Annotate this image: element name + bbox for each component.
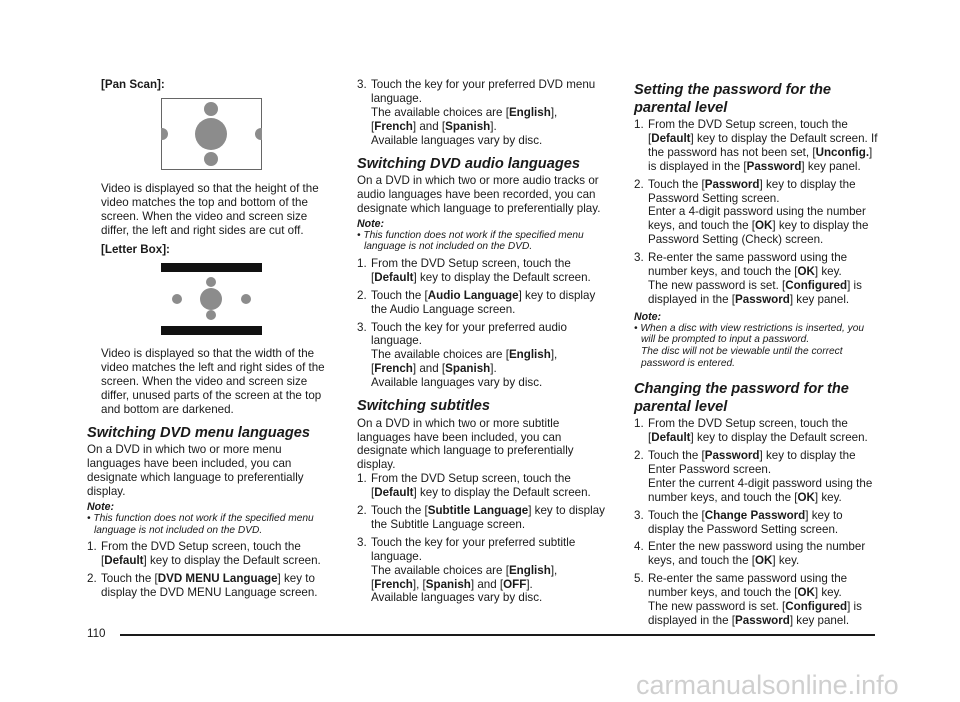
- step-item: 2. Touch the [Password] key to display the Enter Password screen. Enter the current 4-digit password using the number keys, and touch the [OK] key.: [634, 448, 873, 504]
- subtitles-intro: On a DVD in which two or more subtitle languages have been included, you can designate which language to preferentially display.: [357, 416, 574, 472]
- subtitle-steps: [357, 472, 607, 605]
- menu-languages-intro: On a DVD in which two or more menu languages have been included, you can designate which language to preferentially display.: [87, 443, 304, 498]
- step-item: 2. Touch the [Subtitle Language] key to display the Subtitle Language screen.: [357, 504, 605, 531]
- step-item: 3. Touch the key for your preferred subtitle language. The available choices are [English], [French], [Spanish] and [OFF]. Available languages vary by disc.: [357, 535, 576, 605]
- column-1: [87, 78, 330, 604]
- subtitles-heading: Switching subtitles: [357, 398, 490, 415]
- step-item: 2. Touch the [DVD MENU Language] key to display the DVD MENU Language screen.: [87, 571, 318, 599]
- step-item: 2. Touch the [Audio Language] key to display the Audio Language screen.: [357, 288, 596, 316]
- set-password-heading: Setting the password for the parental level: [634, 82, 832, 116]
- pan-scan-diagram: [161, 98, 262, 170]
- letter-box-title: [Letter Box]:: [101, 243, 170, 257]
- step-item: 1. From the DVD Setup screen, touch the [Default] key to display the Default screen. If the password has not been set, [Unconfig.] is displayed in the [Password] key panel.: [634, 118, 878, 173]
- audio-languages-intro: On a DVD in which two or more audio tracks or audio languages have been recorded, you can designate which language to preferentially play.: [357, 174, 601, 215]
- step-item: 5. Re-enter the same password using the number keys, and touch the [OK] key. The new password is set. [Configured] is displayed in the [Password] key panel.: [634, 572, 862, 627]
- audio-languages-heading: Switching DVD audio languages: [357, 155, 580, 172]
- step-item: 1. From the DVD Setup screen, touch the [Default] key to display the Default screen.: [357, 256, 591, 284]
- step-item: 3. Touch the key for your preferred audio language. The available choices are [English], [French] and [Spanish]. Available languages vary by disc.: [357, 320, 567, 390]
- note-item: • When a disc with view restrictions is inserted, you will be prompted to input a password. The disc will not be viewable until the correct password is entered.: [634, 322, 865, 369]
- step-item: 3. Re-enter the same password using the number keys, and touch the [OK] key. The new password is set. [Configured] is displayed in the [Password] key panel.: [634, 251, 862, 306]
- column-2: [357, 78, 607, 609]
- menu-steps-continued: [357, 78, 607, 148]
- change-password-steps: [634, 417, 880, 628]
- menu-steps: [87, 540, 330, 600]
- note-item: • This function does not work if the specified menu language is not included on the DVD.: [357, 229, 584, 253]
- audio-steps: [357, 257, 607, 390]
- note-label: Note:: [87, 500, 115, 513]
- step-item: 3. Touch the [Change Password] key to display the Password Setting screen.: [634, 508, 843, 536]
- footer-divider: [120, 634, 875, 636]
- step-item: 4. Enter the new password using the number keys, and touch the [OK] key.: [634, 540, 866, 568]
- pan-scan-description: Video is displayed so that the height of the video matches the top and bottom of the screen. When the video and screen size differ, the left and right sides are cut off.: [101, 181, 319, 237]
- step-item: 1. From the DVD Setup screen, touch the [Default] key to display the Default screen.: [357, 472, 591, 500]
- watermark: carmanualsonline.info: [636, 670, 899, 700]
- menu-languages-heading: Switching DVD menu languages: [87, 424, 310, 441]
- note-label: Note:: [357, 217, 385, 230]
- note-item: • This function does not work if the specified menu language is not included on the DVD.: [87, 512, 314, 536]
- change-password-heading: Changing the password for the parental level: [634, 381, 849, 415]
- step-item: 1. From the DVD Setup screen, touch the [Default] key to display the Default screen.: [87, 540, 321, 567]
- pan-scan-title: [Pan Scan]:: [101, 78, 165, 91]
- letter-box-description: Video is displayed so that the width of the video matches the left and right sides of the screen. When the video and screen size differ, unused parts of the screen at the top and bottom are darkened.: [101, 347, 325, 416]
- letter-box-diagram: [161, 263, 262, 335]
- letter-box-illustration: [161, 263, 330, 339]
- note-label: Note:: [634, 310, 662, 323]
- page-number: 110: [87, 627, 106, 640]
- set-password-steps: [634, 118, 880, 307]
- column-3: [634, 78, 880, 632]
- step-item: 1. From the DVD Setup screen, touch the [Default] key to display the Default screen.: [634, 417, 868, 445]
- pan-scan-illustration: [161, 98, 330, 174]
- step-item: 2. Touch the [Password] key to display the Password Setting screen. Enter a 4-digit password using the number keys, and touch the [OK] key to display the Password Setting (Check) screen.: [634, 177, 869, 247]
- step-item: 3. Touch the key for your preferred DVD menu language. The available choices are [English], [French] and [Spanish]. Available languages vary by disc.: [357, 78, 596, 147]
